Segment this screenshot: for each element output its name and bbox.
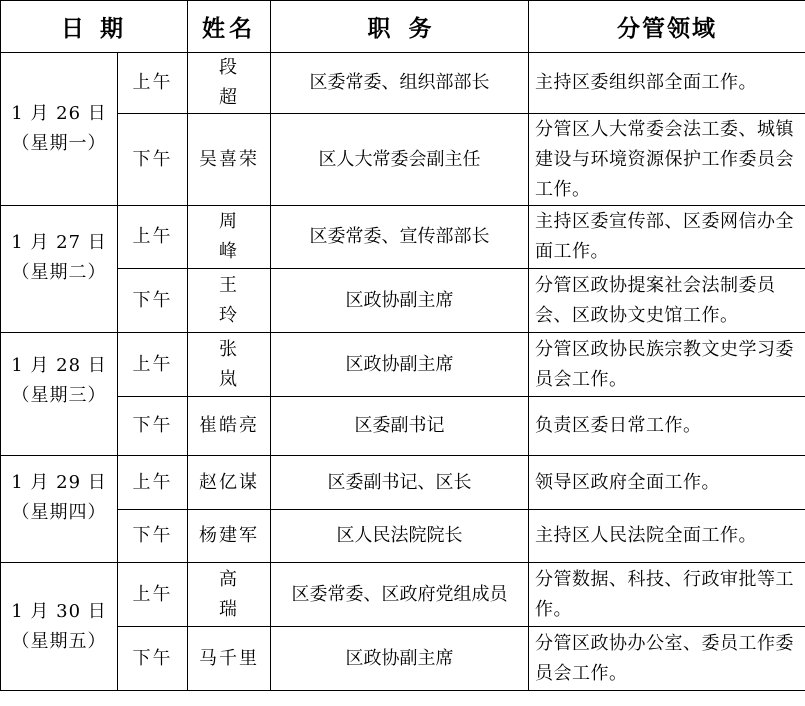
header-date: 日 期 (1, 1, 188, 53)
weekday-text: （星期四） (11, 502, 107, 523)
slot-cell: 上午 (118, 206, 188, 269)
name-cell: 赵亿谋 (188, 456, 271, 510)
header-row (1, 1, 805, 53)
header-area: 分管领域 (529, 1, 805, 53)
table-row (1, 53, 805, 114)
header-position: 职务 (271, 1, 529, 53)
weekday-text: （星期五） (11, 630, 107, 652)
date-text: 1 月 27 日 (11, 232, 107, 253)
area-cell: 领导区政府全面工作。 (529, 456, 805, 510)
slot-cell: 下午 (118, 397, 188, 456)
table-row (1, 269, 805, 333)
position-cell: 区委常委、宣传部部长 (271, 206, 529, 269)
header-name: 姓名 (188, 1, 271, 53)
table-row (1, 114, 805, 206)
table-row (1, 456, 805, 510)
name-cell: 吴喜荣 (188, 114, 271, 206)
date-text: 1 月 29 日 (11, 472, 107, 493)
position-cell: 区委副书记 (271, 397, 529, 456)
position-cell: 区政协副主席 (271, 269, 529, 333)
area-cell: 主持区委宣传部、区委网信办全面工作。 (529, 206, 805, 269)
name-cell: 杨建军 (188, 510, 271, 563)
area-cell: 主持区人民法院全面工作。 (529, 510, 805, 563)
date-cell (1, 333, 118, 456)
date-text: 1 月 26 日 (11, 103, 107, 124)
position-cell: 区政协副主席 (271, 333, 529, 397)
date-cell (1, 563, 118, 691)
date-text: 1 月 30 日 (11, 600, 107, 622)
name-cell: 高 瑞 (188, 563, 271, 627)
position-cell: 区委副书记、区长 (271, 456, 529, 510)
slot-cell: 上午 (118, 53, 188, 114)
name-cell: 崔皓亮 (188, 397, 271, 456)
slot-cell: 下午 (118, 627, 188, 691)
area-cell: 主持区委组织部全面工作。 (529, 53, 805, 114)
table-row (1, 206, 805, 269)
name-cell: 周 峰 (188, 206, 271, 269)
date-cell (1, 53, 118, 206)
table-row (1, 627, 805, 691)
position-cell: 区委常委、区政府党组成员 (271, 563, 529, 627)
table-row (1, 397, 805, 456)
slot-cell: 下午 (118, 114, 188, 206)
date-cell (1, 206, 118, 333)
slot-cell: 上午 (118, 333, 188, 397)
position-cell: 区政协副主席 (271, 627, 529, 691)
name-cell: 张 岚 (188, 333, 271, 397)
name-cell: 马千里 (188, 627, 271, 691)
table-row (1, 333, 805, 397)
slot-cell: 下午 (118, 269, 188, 333)
date-text: 1 月 28 日 (11, 355, 107, 376)
name-cell: 王 玲 (188, 269, 271, 333)
position-cell: 区委常委、组织部部长 (271, 53, 529, 114)
slot-cell: 下午 (118, 510, 188, 563)
area-cell: 分管区政协提案社会法制委员会、区政协文史馆工作。 (529, 269, 805, 333)
weekday-text: （星期一） (11, 133, 107, 154)
area-cell: 负责区委日常工作。 (529, 397, 805, 456)
table-row (1, 563, 805, 627)
name-cell: 段 超 (188, 53, 271, 114)
slot-cell: 上午 (118, 456, 188, 510)
area-cell: 分管区政协办公室、委员工作委员会工作。 (529, 627, 805, 691)
position-cell: 区人民法院院长 (271, 510, 529, 563)
area-cell: 分管区政协民族宗教文史学习委员会工作。 (529, 333, 805, 397)
weekday-text: （星期三） (11, 385, 107, 406)
weekday-text: （星期二） (11, 262, 107, 283)
position-cell: 区人大常委会副主任 (271, 114, 529, 206)
area-cell: 分管数据、科技、行政审批等工作。 (529, 563, 805, 627)
slot-cell: 上午 (118, 563, 188, 627)
table-row (1, 510, 805, 563)
date-cell (1, 456, 118, 563)
area-cell: 分管区人大常委会法工委、城镇建设与环境资源保护工作委员会工作。 (529, 114, 805, 206)
